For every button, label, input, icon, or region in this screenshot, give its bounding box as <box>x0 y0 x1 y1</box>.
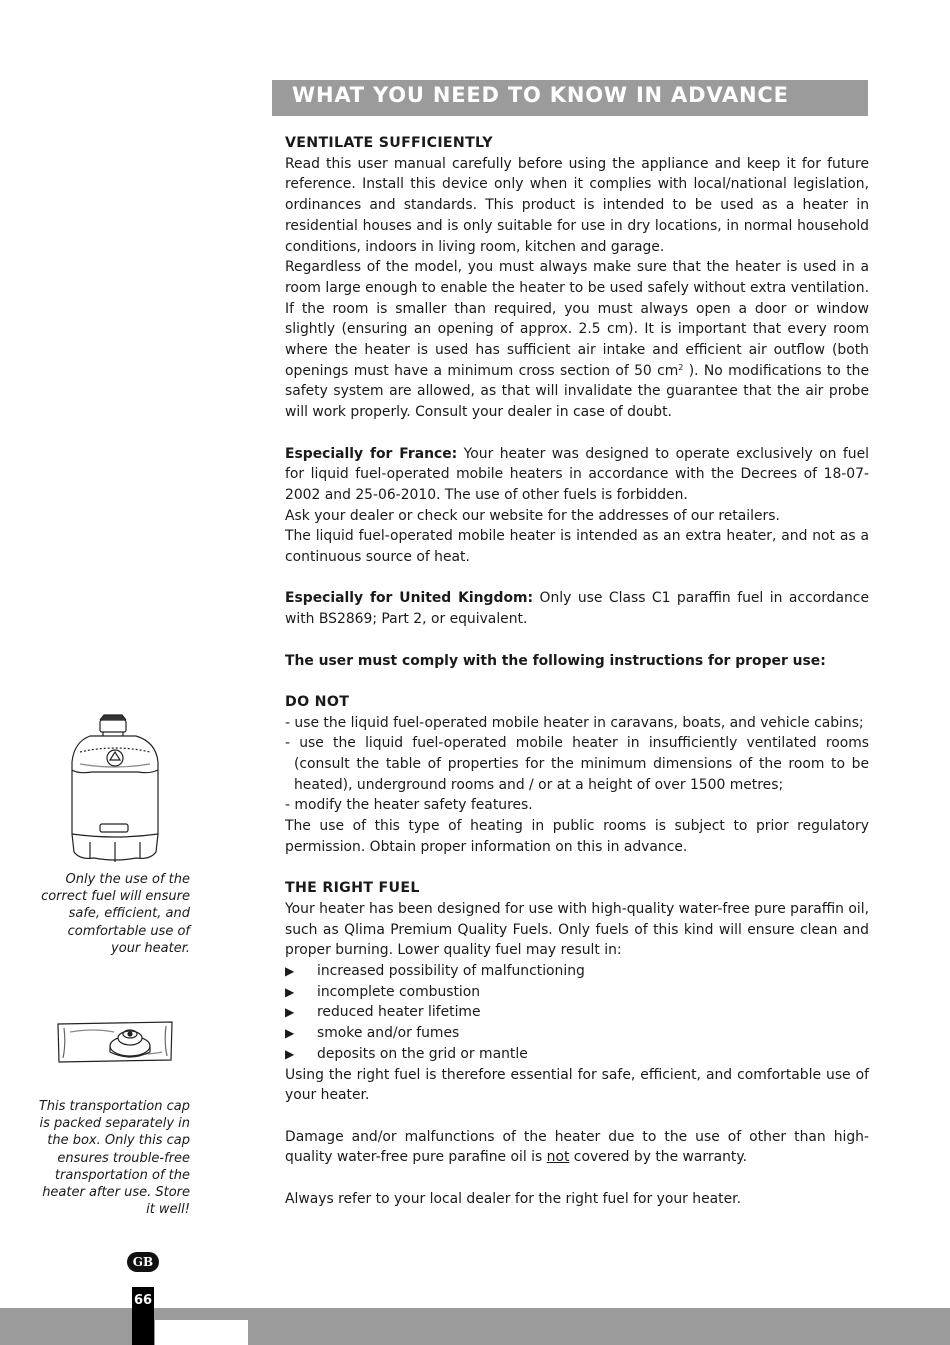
fuel-bullet-item: ▶ increased possibility of malfunctioning <box>285 961 869 982</box>
fuel-conclusion: Using the right fuel is therefore essential for safe, efficient, and comfortable use of your heater. <box>285 1066 869 1104</box>
do-not-item: - use the liquid fuel-operated mobile heater in insufficiently ventilated rooms (consult the table of properties for the minimum dimensions of the room to be heated), underground rooms and / or at a height of over 1500 metres; <box>285 735 869 793</box>
uk-paragraph: Especially for United Kingdom: Only use Class C1 paraffin fuel in accordance with BS2869; Part 2, or equivalent. <box>285 590 869 628</box>
language-badge: GB <box>127 1252 159 1272</box>
do-not-heading: DO NOT <box>285 693 350 710</box>
footer-white-block <box>155 1320 248 1345</box>
ventilate-paragraph-1: Read this user manual carefully before using the appliance and keep it for future reference. Install this device only when it complies with local/national legislation, ordinances and standards. This product is intended to be used as a heater in residential houses and is only suitable for use in dry locations, in normal household conditions, indoors in living room, kitchen and garage. <box>285 155 869 255</box>
do-not-item: - modify the heater safety features. <box>285 797 533 814</box>
public-rooms-note: The use of this type of heating in public rooms is subject to prior regulatory permission. Obtain proper information on this in advance. <box>285 818 869 855</box>
comply-statement: The user must comply with the following instructions for proper use: <box>285 652 826 669</box>
arrow-bullet-icon: ▶ <box>285 1046 295 1061</box>
section-title: WHAT YOU NEED TO KNOW IN ADVANCE <box>292 83 789 107</box>
fuel-bullet-item: ▶ reduced heater lifetime <box>285 1002 869 1023</box>
main-text <box>285 133 869 1209</box>
france-paragraph: Especially for France: Your heater was designed to operate exclusively on fuel for liquid fuel-operated mobile heaters in accordance with the Decrees of 18-07-2002 and 25-06-2010. The use of other fuels is forbidden. <box>285 445 869 503</box>
fuel-heading: THE RIGHT FUEL <box>285 880 420 897</box>
ventilate-heading: VENTILATE SUFFICIENTLY <box>285 135 493 151</box>
transport-cap-caption: This transportation cap is packed separately in the box. Only this cap ensures trouble-free transportation of the heater after use. Store it well! <box>38 1099 190 1218</box>
page-number: 66 <box>133 1293 153 1308</box>
arrow-bullet-icon: ▶ <box>285 984 295 999</box>
fuel-bullet-item: ▶ incomplete combustion <box>285 982 869 1003</box>
fuel-can-caption: Only the use of the correct fuel will ensure safe, efficient, and comfortable use of your heater. <box>41 872 190 956</box>
arrow-bullet-icon: ▶ <box>285 1005 295 1020</box>
fuel-intro: Your heater has been designed for use with high-quality water-free pure paraffin oil, such as Qlima Premium Quality Fuels. Only fuels of this kind will ensure clean and proper burning. Lower quality fuel may result in: <box>285 900 869 959</box>
france-retailers: Ask your dealer or check our website for the addresses of our retailers. <box>285 507 780 524</box>
section-title-bar <box>272 80 868 116</box>
do-not-item: - use the liquid fuel-operated mobile heater in caravans, boats, and vehicle cabins; <box>285 714 864 731</box>
ventilate-paragraph-2: Regardless of the model, you must always make sure that the heater is used in a room large enough to enable the heater to be used safely without extra ventilation. If the room is smaller than required, you must always open a door or window slightly (ensuring an opening of approx. 2.5 cm). It is important that every room where the heater is used has sufficient air intake and efficient air outflow (both openings must have a minimum cross section of 50 $cm^2$ ). No modifications to the safety system are allowed, as that will invalidate the guarantee that the air probe will work properly. Consult your dealer in case of doubt. <box>285 259 869 421</box>
france-extra-heater: The liquid fuel-operated mobile heater is intended as an extra heater, and not as a continuous source of heat. <box>285 528 869 566</box>
fuel-bullet-item: ▶ smoke and/or fumes <box>285 1023 869 1044</box>
arrow-bullet-icon: ▶ <box>285 1026 295 1041</box>
transport-cap-illustration <box>54 1018 176 1066</box>
fuel-bullet-item: ▶ deposits on the grid or mantle <box>285 1044 869 1065</box>
arrow-bullet-icon: ▶ <box>285 964 295 979</box>
dealer-note: Always refer to your local dealer for the right fuel for your heater. <box>285 1190 741 1207</box>
fuel-can-illustration <box>60 712 170 864</box>
warranty-note: Damage and/or malfunctions of the heater due to the use of other than high-quality water-free pure parafine oil is not covered by the warranty. <box>285 1128 869 1166</box>
